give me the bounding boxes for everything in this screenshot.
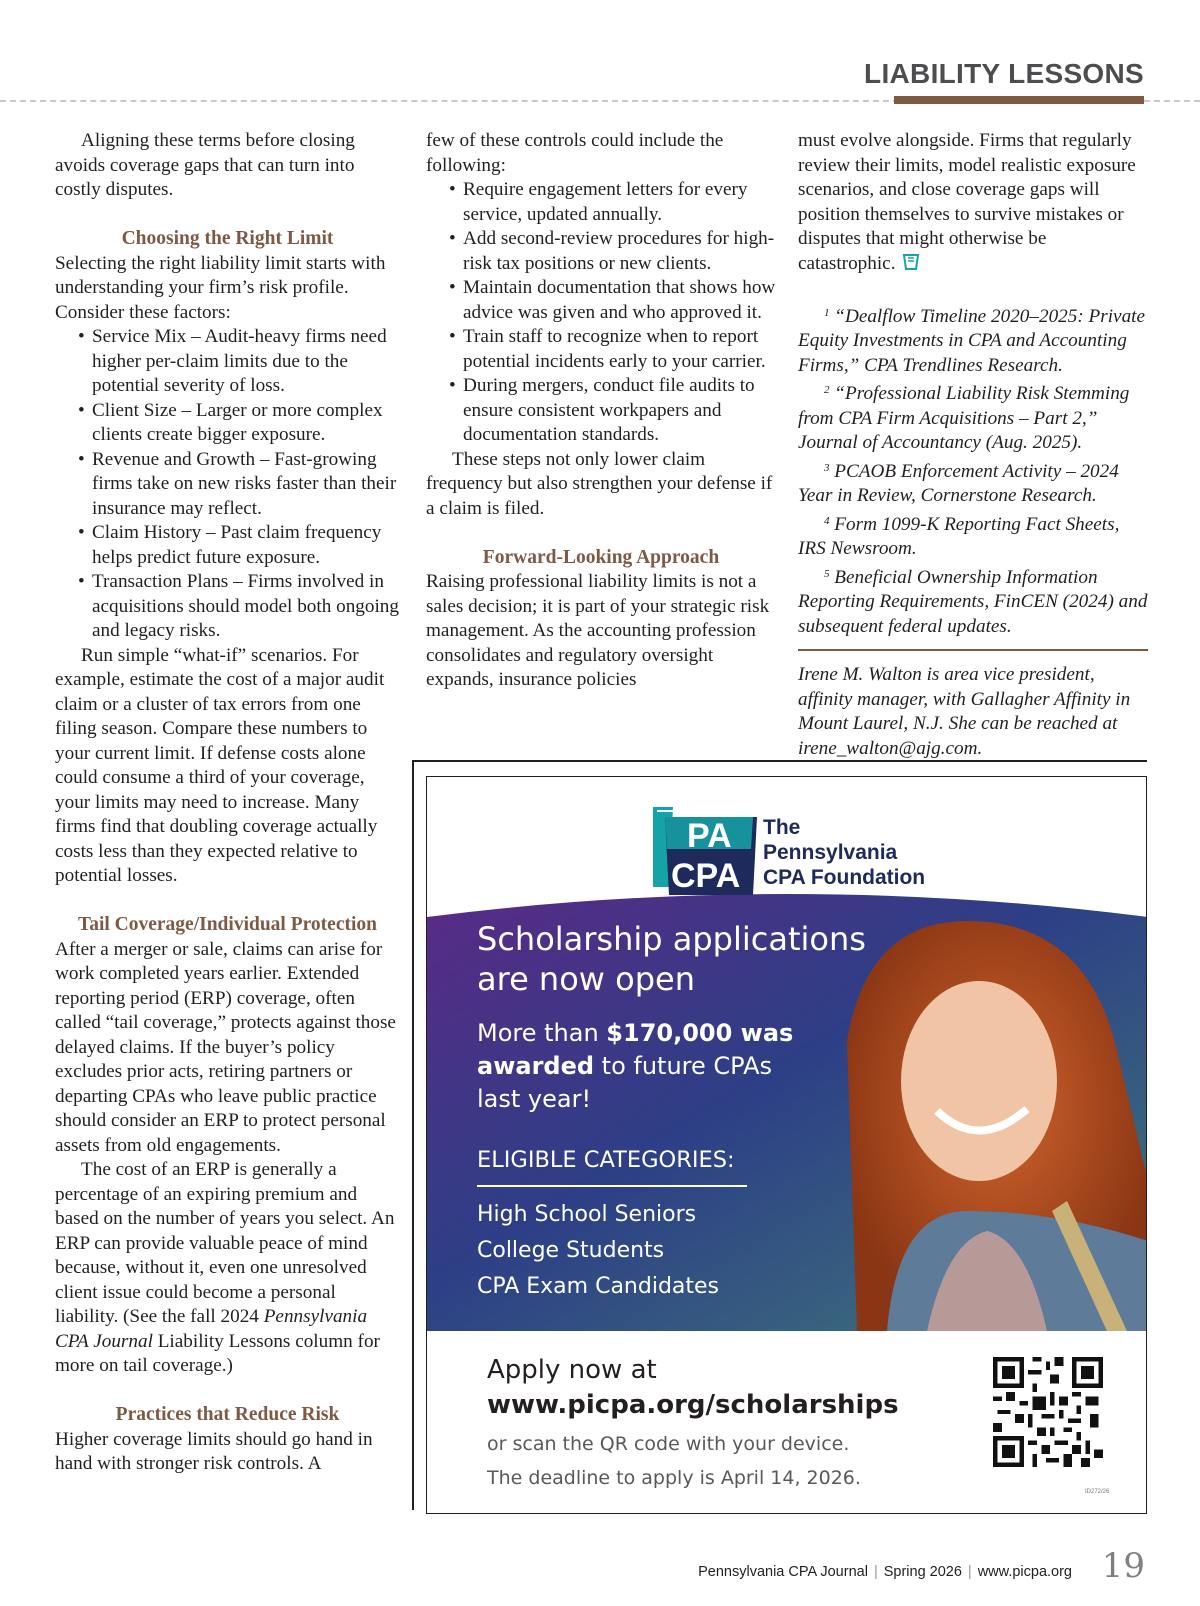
deadline-text: The deadline to apply is April 14, 2026. (487, 1467, 861, 1489)
subhead-forward-looking: Forward-Looking Approach (482, 546, 720, 568)
subhead-tail-coverage: Tail Coverage/Individual Protection (77, 914, 377, 935)
page-number: 19 (1101, 1546, 1145, 1586)
issue-date: Spring 2026 (883, 1564, 962, 1580)
paragraph: Run simple “what-if” scenarios. For example, estimate the cost of a major audit claim or a cluster of tax errors from one filing season. Compare these numbers to your current limit. If defense costs alone could consume a third of your coverage, your limits may need to increase. Many firms find that doubling coverage actually costs less than they expected relative to potential losses. (55, 644, 385, 886)
list-item: • During mergers, conduct file audits to ensure consistent workpapers and documentation standards. (449, 375, 755, 445)
paragraph: few of these controls could include the following: (426, 130, 724, 176)
qr-code-icon[interactable] (993, 1357, 1103, 1467)
list-item: • Client Size – Larger or more complex clients create bigger exposure. (78, 399, 383, 445)
scholarship-link[interactable]: www.picpa.org/scholarships (487, 1390, 899, 1420)
page-footer: Pennsylvania CPA Journal | Spring 2026 | www.picpa.org (698, 1564, 1072, 1580)
factor-list (55, 325, 400, 644)
ad-headline: Scholarship applications are now open (477, 920, 866, 998)
subhead-practices: Practices that Reduce Risk (115, 1404, 340, 1425)
list-item: • Revenue and Growth – Fast-growing firms take on new risks faster than their insurance may reflect. (78, 448, 397, 519)
ad-frame-left (412, 760, 414, 1510)
svg-text:PA: PA (687, 817, 732, 855)
face-shape (901, 981, 1057, 1181)
categories-list (477, 1197, 719, 1305)
list-item: CPA Exam Candidates (477, 1274, 720, 1299)
list-item: • Maintain documentation that shows how advice was given and who approved it. (449, 277, 776, 323)
end-mark-icon (902, 253, 920, 271)
scan-instruction: or scan the QR code with your device. (487, 1433, 850, 1455)
paragraph: The cost of an ERP is generally a percentage of an expiring premium and based on the number of years you select. An ERP can provide valuable peace of mind because, without it, even one unresolved client issue could become a personal liability. (See the fall 2024 Pennsylvania CPA Journal Liability Lessons column for more on tail coverage.) (55, 1159, 395, 1376)
list-item: • Require engagement letters for every service, updated annually. (449, 179, 748, 225)
list-item: • Add second-review procedures for high-risk tax positions or new clients. (449, 228, 775, 274)
list-item: High School Seniors (477, 1202, 697, 1227)
bio-divider (798, 649, 1148, 651)
article-column-1 (55, 129, 400, 1477)
paragraph: Selecting the right liability limit starts with understanding your firm’s risk profile. Consider these factors: (55, 252, 386, 323)
list-item: • Claim History – Past claim frequency helps predict future exposure. (78, 522, 382, 568)
ad-awarded-text: More than $170,000 was awarded to future CPAs last year! (477, 1019, 794, 1113)
scholarship-ad (426, 776, 1147, 1514)
article-column-3 (798, 129, 1148, 761)
paragraph: Aligning these terms before closing avoids coverage gaps that can turn into costly disputes. (55, 130, 355, 200)
footnote: $^1$ “Dealflow Timeline 2020–2025: Private Equity Investments in CPA and Accounting Firms,” CPA Trendlines Research. (798, 305, 1146, 376)
paragraph: These steps not only lower claim frequency but also strengthen your defense if a claim is filed. (426, 448, 773, 519)
ad-frame-top (412, 760, 1147, 762)
categories-rule (477, 1185, 747, 1187)
paragraph: After a merger or sale, claims can arise for work completed years earlier. Extended reporting period (ERP) coverage, often called “tail coverage,” protects against those delayed claims. If the buyer’s policy excludes prior acts, retiring partners or departing CPAs who leave public practice should consider an ERP to protect personal assets from old engagements. (55, 938, 396, 1156)
list-item: • Train staff to recognize when to report potential incidents early to your carrier. (449, 326, 766, 372)
list-item: • Transaction Plans – Firms involved in acquisitions should model both ongoing and legacy risks. (78, 571, 399, 641)
categories-title: ELIGIBLE CATEGORIES: (477, 1147, 735, 1173)
subhead-choosing-limit: Choosing the Right Limit (121, 228, 334, 249)
author-bio: Irene M. Walton is area vice president, affinity manager, with Gallagher Affinity in Mount Laurel, N.J. She can be reached at irene_walton@ajg.com. (798, 664, 1131, 759)
paragraph: Higher coverage limits should go hand in hand with stronger risk controls. A (55, 1428, 373, 1474)
paragraph: must evolve alongside. Firms that regularly review their limits, model realistic exposure scenarios, and close coverage gaps will position themselves to survive mistakes or disputes that might otherwise be catastrophic. (798, 130, 1136, 274)
paragraph: Raising professional liability limits is not a sales decision; it is part of your strategic risk management. As the accounting profession consolidates and regulatory oversight expands, insurance policies (426, 571, 770, 690)
article-column-2 (426, 129, 776, 693)
footnote: $^5$ Beneficial Ownership Information Reporting Requirements, FinCEN (2024) and subsequent federal updates. (798, 566, 1148, 637)
footnote: $^4$ Form 1099-K Reporting Fact Sheets, IRS Newsroom. (798, 513, 1120, 559)
journal-title: Pennsylvania CPA Journal (55, 1306, 368, 1352)
journal-name: Pennsylvania CPA Journal (698, 1564, 868, 1580)
ad-code: ID272/26 (1085, 1489, 1110, 1495)
website-link[interactable]: www.picpa.org (977, 1564, 1072, 1580)
header-accent-bar (894, 96, 1144, 104)
foundation-name: The Pennsylvania CPA Foundation (763, 816, 926, 889)
list-item: College Students (477, 1238, 665, 1263)
list-item: • Service Mix – Audit-heavy firms need higher per-claim limits due to the potential severity of loss. (78, 326, 387, 396)
footnotes (798, 301, 1148, 640)
controls-list (426, 178, 776, 448)
apply-text: Apply now at (487, 1355, 657, 1385)
section-title: LIABILITY LESSONS (864, 58, 1144, 89)
svg-text:CPA: CPA (671, 857, 741, 895)
footnote: $^2$ “Professional Liability Risk Stemming from CPA Firm Acquisitions – Part 2,” Journal of Accountancy (Aug. 2025). (798, 383, 1130, 453)
footnote: $^3$ PCAOB Enforcement Activity – 2024 Year in Review, Cornerstone Research. (798, 460, 1119, 506)
